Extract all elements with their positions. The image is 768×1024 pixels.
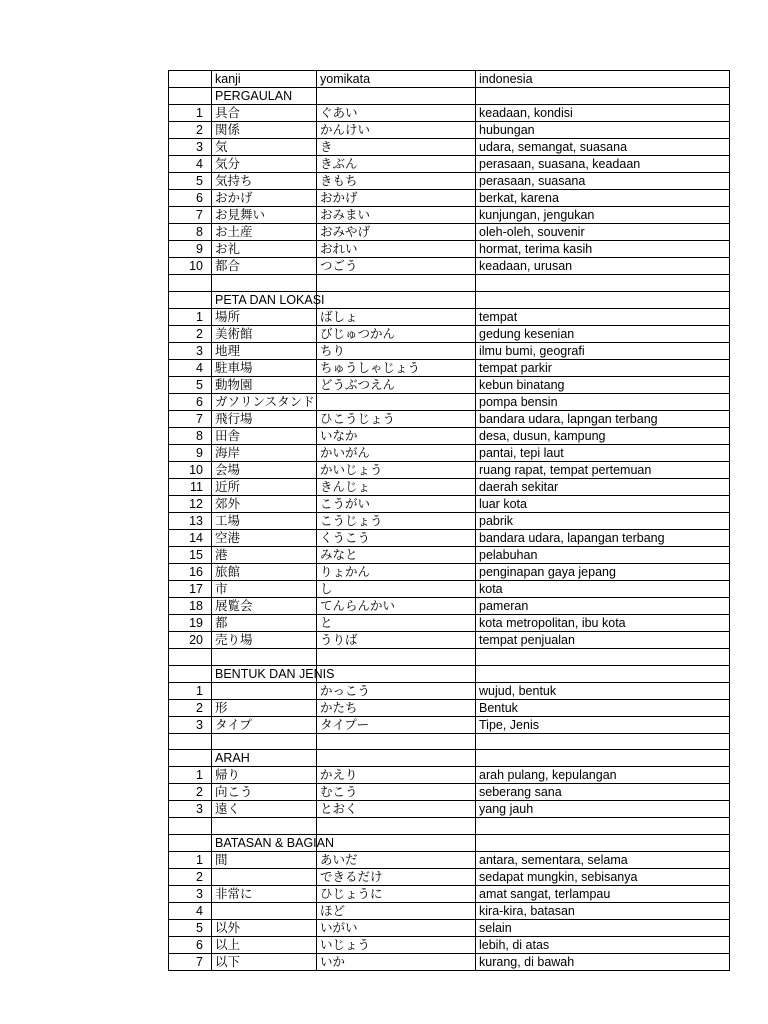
vocab-row	[169, 580, 730, 597]
row-number: 1	[169, 767, 212, 784]
yomikata-cell: できるだけ	[317, 869, 476, 886]
yomikata-cell: ぐあい	[317, 105, 476, 122]
indonesia-cell: daerah sekitar	[476, 478, 730, 495]
section-empty-cell	[476, 665, 730, 682]
vocab-row	[169, 937, 730, 954]
vocab-row	[169, 886, 730, 903]
indonesia-cell: yang jauh	[476, 801, 730, 818]
section-num-cell	[169, 665, 212, 682]
vocab-row	[169, 852, 730, 869]
row-number: 4	[169, 156, 212, 173]
yomikata-cell: いがい	[317, 920, 476, 937]
yomikata-cell: きんじょ	[317, 478, 476, 495]
blank-row	[169, 818, 730, 835]
indonesia-cell: selain	[476, 920, 730, 937]
yomikata-cell: きぶん	[317, 156, 476, 173]
row-number: 8	[169, 427, 212, 444]
indonesia-cell: keadaan, urusan	[476, 258, 730, 275]
yomikata-cell: あいだ	[317, 852, 476, 869]
kanji-cell: 展覧会	[212, 597, 317, 614]
row-number: 3	[169, 886, 212, 903]
section-num-cell	[169, 291, 212, 308]
vocab-row	[169, 122, 730, 139]
yomikata-cell: し	[317, 580, 476, 597]
yomikata-cell: いなか	[317, 427, 476, 444]
indonesia-cell: penginapan gaya jepang	[476, 563, 730, 580]
indonesia-cell: pabrik	[476, 512, 730, 529]
kanji-cell: 港	[212, 546, 317, 563]
yomikata-cell: ちり	[317, 342, 476, 359]
row-number: 6	[169, 937, 212, 954]
row-number: 1	[169, 682, 212, 699]
yomikata-cell: くうこう	[317, 529, 476, 546]
vocab-row	[169, 427, 730, 444]
vocab-row	[169, 699, 730, 716]
section-title: PERGAULAN	[212, 88, 317, 105]
kanji-cell: 近所	[212, 478, 317, 495]
kanji-cell: ガソリンスタンド	[212, 393, 317, 410]
vocab-row	[169, 716, 730, 733]
row-number: 3	[169, 716, 212, 733]
row-number: 9	[169, 241, 212, 258]
vocab-row	[169, 614, 730, 631]
vocab-row	[169, 393, 730, 410]
vocab-row	[169, 767, 730, 784]
indonesia-cell: perasaan, suasana, keadaan	[476, 156, 730, 173]
indonesia-cell: Bentuk	[476, 699, 730, 716]
row-number: 2	[169, 699, 212, 716]
yomikata-cell: いか	[317, 954, 476, 971]
kanji-cell: 場所	[212, 308, 317, 325]
kanji-cell: 関係	[212, 122, 317, 139]
indonesia-cell: keadaan, kondisi	[476, 105, 730, 122]
yomikata-cell: とおく	[317, 801, 476, 818]
row-number: 1	[169, 105, 212, 122]
kanji-cell: 会場	[212, 461, 317, 478]
yomikata-cell: タイプー	[317, 716, 476, 733]
row-number: 7	[169, 410, 212, 427]
blank-cell	[317, 733, 476, 750]
blank-cell	[212, 648, 317, 665]
yomikata-cell: かんけい	[317, 122, 476, 139]
yomikata-cell: おかげ	[317, 190, 476, 207]
blank-cell	[317, 818, 476, 835]
kanji-cell: 以下	[212, 954, 317, 971]
header-num	[169, 71, 212, 88]
vocab-row	[169, 342, 730, 359]
indonesia-cell: pelabuhan	[476, 546, 730, 563]
kanji-cell: 気分	[212, 156, 317, 173]
kanji-cell: 間	[212, 852, 317, 869]
blank-cell	[169, 733, 212, 750]
row-number: 2	[169, 869, 212, 886]
row-number: 12	[169, 495, 212, 512]
indonesia-cell: gedung kesenian	[476, 325, 730, 342]
indonesia-cell: tempat	[476, 308, 730, 325]
row-number: 5	[169, 376, 212, 393]
blank-cell	[212, 818, 317, 835]
vocab-row	[169, 631, 730, 648]
kanji-cell: 郊外	[212, 495, 317, 512]
indonesia-cell: berkat, karena	[476, 190, 730, 207]
row-number: 19	[169, 614, 212, 631]
section-header-row	[169, 750, 730, 767]
kanji-cell: 以外	[212, 920, 317, 937]
indonesia-cell: Tipe, Jenis	[476, 716, 730, 733]
kanji-cell	[212, 682, 317, 699]
row-number: 20	[169, 631, 212, 648]
indonesia-cell: kota	[476, 580, 730, 597]
blank-cell	[169, 275, 212, 292]
row-number: 5	[169, 920, 212, 937]
section-empty-cell	[476, 835, 730, 852]
blank-cell	[317, 275, 476, 292]
row-number: 4	[169, 903, 212, 920]
blank-cell	[476, 275, 730, 292]
indonesia-cell: bandara udara, lapngan terbang	[476, 410, 730, 427]
kanji-cell	[212, 903, 317, 920]
kanji-cell: 気	[212, 139, 317, 156]
row-number: 2	[169, 325, 212, 342]
section-header-row	[169, 665, 730, 682]
vocab-row	[169, 444, 730, 461]
yomikata-cell: かっこう	[317, 682, 476, 699]
blank-cell	[212, 733, 317, 750]
yomikata-cell: かいじょう	[317, 461, 476, 478]
section-title: PETA DAN LOKASI	[212, 291, 317, 308]
vocab-row	[169, 546, 730, 563]
blank-row	[169, 648, 730, 665]
row-number: 7	[169, 207, 212, 224]
vocab-row	[169, 461, 730, 478]
kanji-cell: お見舞い	[212, 207, 317, 224]
section-empty-cell	[476, 88, 730, 105]
yomikata-cell: みなと	[317, 546, 476, 563]
yomikata-cell	[317, 393, 476, 410]
vocabulary-table-body	[169, 71, 730, 971]
kanji-cell: お礼	[212, 241, 317, 258]
indonesia-cell: pompa bensin	[476, 393, 730, 410]
kanji-cell: 動物園	[212, 376, 317, 393]
indonesia-cell: tempat parkir	[476, 359, 730, 376]
indonesia-cell: seberang sana	[476, 784, 730, 801]
section-empty-cell	[317, 88, 476, 105]
section-empty-cell	[317, 750, 476, 767]
kanji-cell: 帰り	[212, 767, 317, 784]
row-number: 2	[169, 122, 212, 139]
indonesia-cell: lebih, di atas	[476, 937, 730, 954]
row-number: 14	[169, 529, 212, 546]
vocab-row	[169, 156, 730, 173]
kanji-cell: 市	[212, 580, 317, 597]
vocab-row	[169, 529, 730, 546]
vocab-row	[169, 173, 730, 190]
section-num-cell	[169, 835, 212, 852]
indonesia-cell: kira-kira, batasan	[476, 903, 730, 920]
yomikata-cell: びじゅつかん	[317, 325, 476, 342]
indonesia-cell: ruang rapat, tempat pertemuan	[476, 461, 730, 478]
row-number: 10	[169, 258, 212, 275]
indonesia-cell: amat sangat, terlampau	[476, 886, 730, 903]
vocab-row	[169, 224, 730, 241]
indonesia-cell: ilmu bumi, geografi	[476, 342, 730, 359]
kanji-cell: 売り場	[212, 631, 317, 648]
row-number: 10	[169, 461, 212, 478]
header-row	[169, 71, 730, 88]
vocab-row	[169, 920, 730, 937]
kanji-cell: 以上	[212, 937, 317, 954]
section-empty-cell	[317, 835, 476, 852]
indonesia-cell: hubungan	[476, 122, 730, 139]
row-number: 13	[169, 512, 212, 529]
yomikata-cell: うりば	[317, 631, 476, 648]
row-number: 5	[169, 173, 212, 190]
indonesia-cell: oleh-oleh, souvenir	[476, 224, 730, 241]
section-title: BENTUK DAN JENIS	[212, 665, 317, 682]
kanji-cell: 非常に	[212, 886, 317, 903]
blank-cell	[169, 818, 212, 835]
row-number: 3	[169, 342, 212, 359]
section-header-row	[169, 835, 730, 852]
indonesia-cell: tempat penjualan	[476, 631, 730, 648]
indonesia-cell: kebun binatang	[476, 376, 730, 393]
yomikata-cell: かえり	[317, 767, 476, 784]
yomikata-cell: りょかん	[317, 563, 476, 580]
yomikata-cell: かいがん	[317, 444, 476, 461]
vocab-row	[169, 512, 730, 529]
blank-cell	[476, 648, 730, 665]
blank-cell	[169, 648, 212, 665]
vocab-row	[169, 410, 730, 427]
yomikata-cell: ひこうじょう	[317, 410, 476, 427]
vocab-row	[169, 903, 730, 920]
kanji-cell: 飛行場	[212, 410, 317, 427]
section-empty-cell	[317, 291, 476, 308]
row-number: 7	[169, 954, 212, 971]
header-kanji: kanji	[212, 71, 317, 88]
section-title: BATASAN & BAGIAN	[212, 835, 317, 852]
yomikata-cell: きもち	[317, 173, 476, 190]
vocab-row	[169, 784, 730, 801]
section-header-row	[169, 291, 730, 308]
vocabulary-table	[168, 70, 730, 971]
vocab-row	[169, 139, 730, 156]
section-num-cell	[169, 88, 212, 105]
section-header-row	[169, 88, 730, 105]
row-number: 3	[169, 139, 212, 156]
yomikata-cell: ひじょうに	[317, 886, 476, 903]
row-number: 18	[169, 597, 212, 614]
row-number: 16	[169, 563, 212, 580]
indonesia-cell: wujud, bentuk	[476, 682, 730, 699]
yomikata-cell: かたち	[317, 699, 476, 716]
yomikata-cell: ばしょ	[317, 308, 476, 325]
indonesia-cell: luar kota	[476, 495, 730, 512]
vocabulary-sheet	[168, 70, 729, 971]
blank-row	[169, 275, 730, 292]
kanji-cell: 海岸	[212, 444, 317, 461]
row-number: 15	[169, 546, 212, 563]
yomikata-cell: こうがい	[317, 495, 476, 512]
row-number: 17	[169, 580, 212, 597]
row-number: 3	[169, 801, 212, 818]
kanji-cell: 気持ち	[212, 173, 317, 190]
indonesia-cell: desa, dusun, kampung	[476, 427, 730, 444]
kanji-cell: お土産	[212, 224, 317, 241]
kanji-cell: 空港	[212, 529, 317, 546]
yomikata-cell: ほど	[317, 903, 476, 920]
blank-row	[169, 733, 730, 750]
vocab-row	[169, 207, 730, 224]
vocab-row	[169, 563, 730, 580]
yomikata-cell: こうじょう	[317, 512, 476, 529]
kanji-cell: 工場	[212, 512, 317, 529]
kanji-cell: 形	[212, 699, 317, 716]
section-empty-cell	[317, 665, 476, 682]
yomikata-cell: おみやげ	[317, 224, 476, 241]
row-number: 11	[169, 478, 212, 495]
kanji-cell: 都合	[212, 258, 317, 275]
row-number: 2	[169, 784, 212, 801]
indonesia-cell: udara, semangat, suasana	[476, 139, 730, 156]
indonesia-cell: bandara udara, lapangan terbang	[476, 529, 730, 546]
yomikata-cell: ちゅうしゃじょう	[317, 359, 476, 376]
kanji-cell: 美術館	[212, 325, 317, 342]
kanji-cell: 遠く	[212, 801, 317, 818]
section-num-cell	[169, 750, 212, 767]
header-yomikata: yomikata	[317, 71, 476, 88]
row-number: 1	[169, 852, 212, 869]
yomikata-cell: てんらんかい	[317, 597, 476, 614]
vocab-row	[169, 376, 730, 393]
row-number: 6	[169, 190, 212, 207]
blank-cell	[476, 733, 730, 750]
yomikata-cell: き	[317, 139, 476, 156]
yomikata-cell: つごう	[317, 258, 476, 275]
yomikata-cell: どうぶつえん	[317, 376, 476, 393]
kanji-cell: タイプ	[212, 716, 317, 733]
kanji-cell	[212, 869, 317, 886]
kanji-cell: 向こう	[212, 784, 317, 801]
section-empty-cell	[476, 750, 730, 767]
kanji-cell: 具合	[212, 105, 317, 122]
vocab-row	[169, 495, 730, 512]
vocab-row	[169, 478, 730, 495]
vocab-row	[169, 597, 730, 614]
row-number: 1	[169, 308, 212, 325]
row-number: 8	[169, 224, 212, 241]
vocab-row	[169, 801, 730, 818]
vocab-row	[169, 325, 730, 342]
vocab-row	[169, 190, 730, 207]
row-number: 4	[169, 359, 212, 376]
indonesia-cell: kurang, di bawah	[476, 954, 730, 971]
blank-cell	[212, 275, 317, 292]
vocab-row	[169, 682, 730, 699]
section-title: ARAH	[212, 750, 317, 767]
kanji-cell: おかげ	[212, 190, 317, 207]
vocab-row	[169, 258, 730, 275]
indonesia-cell: antara, sementara, selama	[476, 852, 730, 869]
indonesia-cell: perasaan, suasana	[476, 173, 730, 190]
blank-cell	[476, 818, 730, 835]
indonesia-cell: hormat, terima kasih	[476, 241, 730, 258]
vocab-row	[169, 105, 730, 122]
indonesia-cell: arah pulang, kepulangan	[476, 767, 730, 784]
vocab-row	[169, 954, 730, 971]
kanji-cell: 都	[212, 614, 317, 631]
indonesia-cell: kunjungan, jengukan	[476, 207, 730, 224]
yomikata-cell: と	[317, 614, 476, 631]
header-indonesia: indonesia	[476, 71, 730, 88]
indonesia-cell: kota metropolitan, ibu kota	[476, 614, 730, 631]
section-empty-cell	[476, 291, 730, 308]
kanji-cell: 田舎	[212, 427, 317, 444]
indonesia-cell: pantai, tepi laut	[476, 444, 730, 461]
indonesia-cell: pameran	[476, 597, 730, 614]
vocab-row	[169, 308, 730, 325]
indonesia-cell: sedapat mungkin, sebisanya	[476, 869, 730, 886]
row-number: 6	[169, 393, 212, 410]
blank-cell	[317, 648, 476, 665]
vocab-row	[169, 359, 730, 376]
yomikata-cell: むこう	[317, 784, 476, 801]
kanji-cell: 旅館	[212, 563, 317, 580]
row-number: 9	[169, 444, 212, 461]
vocab-row	[169, 241, 730, 258]
yomikata-cell: おれい	[317, 241, 476, 258]
yomikata-cell: いじょう	[317, 937, 476, 954]
vocab-row	[169, 869, 730, 886]
kanji-cell: 駐車場	[212, 359, 317, 376]
kanji-cell: 地理	[212, 342, 317, 359]
yomikata-cell: おみまい	[317, 207, 476, 224]
